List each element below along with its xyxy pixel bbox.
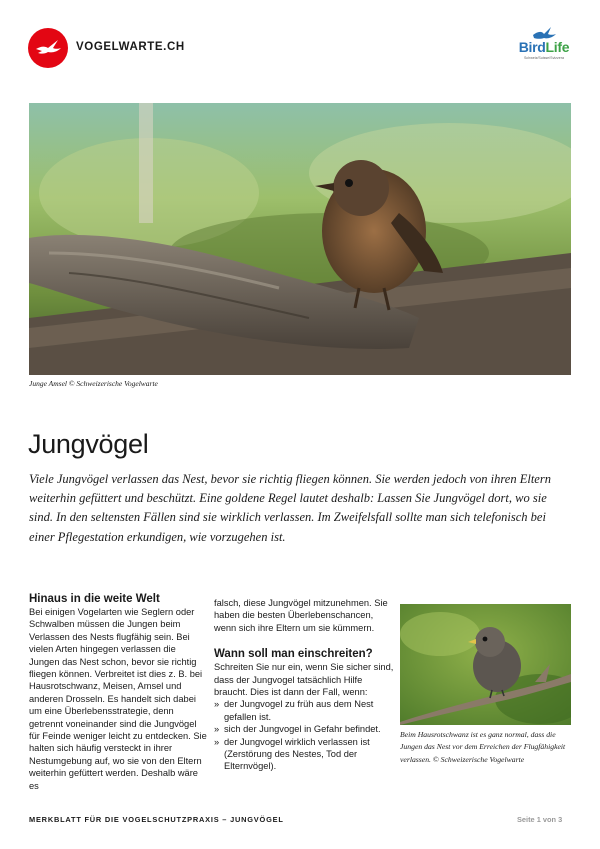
list-item: » der Jungvogel wirklich verlassen ist (Zerstörung des Nestes, Tod der Elternvögel). [214,736,394,773]
list-item: » der Jungvogel zu früh aus dem Nest gefallen ist. [214,698,394,723]
section-heading-hinaus: Hinaus in die weite Welt [29,593,160,605]
hero-caption: Junge Amsel © Schweizerische Vogelwarte [29,379,158,388]
side-caption: Beim Hausrotschwanz ist es ganz normal, dass die Jungen das Nest vor dem Erreichen der Flugfähigkeit verlassen. © Schweizerische Vogelwarte [400,730,566,764]
section-body-einschreiten: Schreiten Sie nur ein, wenn Sie sicher sind, dass der Jungvogel tatsächlich Hilfe braucht. Dies ist dann der Fall, wenn: [214,662,394,698]
birdlife-word-bird: Bird [518,39,546,55]
criteria-list [214,698,394,772]
side-photo-black-redstart [400,604,571,725]
section-body-hinaus-continued: falsch, diese Jungvögel mitzunehmen. Sie haben die besten Überlebenschancen, wenn sich ihre Eltern um sie kümmern. [214,598,388,633]
birdlife-bird-icon [531,26,557,40]
birdlife-word-life: Life [545,39,570,55]
column-2 [214,597,394,773]
birdlife-wordmark [512,40,576,55]
bird-icon [33,36,63,60]
page-title: Jungvögel [28,429,149,459]
birdlife-logo[interactable] [512,26,576,72]
site-name[interactable]: VOGELWARTE.CH [76,41,185,53]
intro-paragraph: Viele Jungvögel verlassen das Nest, bevor sie richtig fliegen können. Sie werden jedoch von ihren Eltern weiterhin gefüttert und beschützt. Eine goldene Regel lautet deshalb: Lassen Sie Jungvögel dort, wo sie sind. In den seltensten Fällen sind sie wirklich verlassen. Im Zweifelsfall sollte man sich telefonisch bei einer Pflegestation erkundigen, wie vorzugehen ist. [29,472,551,544]
list-item: » sich der Jungvogel in Gefahr befindet. [214,723,394,735]
hero-photo-young-blackbird [29,103,571,375]
vogelwarte-logo[interactable] [28,28,68,68]
column-1 [29,592,207,792]
section-heading-einschreiten: Wann soll man einschreiten? [214,648,373,661]
birdlife-subtitle: Schweiz/Suisse/Svizzera [524,56,564,60]
footer-page-number: Seite 1 von 3 [517,815,563,824]
footer-doc-title: MERKBLATT FÜR DIE VOGELSCHUTZPRAXIS – JUNGVÖGEL [29,815,284,824]
section-body-hinaus: Bei einigen Vogelarten wie Seglern oder Schwalben müssen die Jungen beim Verlassen des Nests flugfähig sein. Bei vielen Arten hingegen verlassen die Jungen das Nest schon, bevor sie richtig fliegen können. Verbreitet ist dies z. B. bei Hausrotschwanz, Meisen, Amsel und anderen Drosseln. Es handelt sich dabei um eine Überlebensstrategie, denn getrennt voneinander sind die Jungvögel für Feinde weniger leicht zu entdecken. Sie halten sich häufig versteckt in ihrer Nestumgebung auf, wo sie von den Eltern weiterhin gefüttert werden. Deshalb wäre es [29,607,207,791]
